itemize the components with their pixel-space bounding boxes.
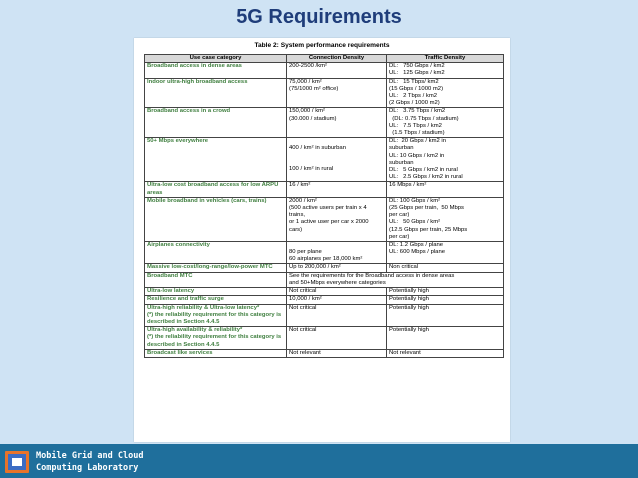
connection-density-cell <box>287 264 387 272</box>
traffic-density-line: DL: 750 Gbps / km2 <box>389 63 445 70</box>
connection-density-line: 2000 / km² <box>289 197 317 204</box>
lab-name <box>36 450 143 474</box>
traffic-density-line: DL: 15 Tbps/ km2 <box>389 78 439 85</box>
traffic-density-line: DL: 3.75 Tbps / km2 <box>389 108 446 115</box>
document-page <box>134 38 510 442</box>
traffic-density-line: suburban <box>389 159 414 166</box>
connection-density-line: 100 / km² in rural <box>289 166 334 173</box>
traffic-density-cell <box>387 349 504 357</box>
traffic-density-line: Non critical <box>389 264 419 271</box>
traffic-density-cell <box>387 264 504 272</box>
traffic-density-cell <box>387 182 504 197</box>
traffic-density-line: UL: 7.5 Tbps / km2 <box>389 122 442 129</box>
requirements-span-line: See the requirements for the Broadband access in dense areas <box>289 272 455 279</box>
connection-density-line: or 1 active user per car x 2000 <box>289 219 369 226</box>
traffic-density-line: UL: 600 Mbps / plane <box>389 249 445 256</box>
traffic-density-line: DL: 20 Gbps / km2 in <box>389 138 446 145</box>
table-caption: Table 2: System performance requirements <box>254 42 390 49</box>
use-case-cell <box>145 182 287 197</box>
connection-density-line: Not critical <box>289 327 317 334</box>
traffic-density-cell <box>387 288 504 296</box>
header-use-case: Use case category <box>145 55 287 63</box>
connection-density-cell <box>287 138 387 182</box>
use-case-cell <box>145 288 287 296</box>
header-traffic-density: Traffic Density <box>387 55 504 63</box>
traffic-density-line: UL: 2.5 Gbps / km2 in rural <box>389 174 463 181</box>
connection-density-line: 60 airplanes per 18,000 km² <box>289 256 363 263</box>
connection-density-line: trains, <box>289 212 306 219</box>
connection-density-line: 16 / km² <box>289 182 311 189</box>
traffic-density-line: 16 Mbps / km² <box>389 182 427 189</box>
lab-name-line1: Mobile Grid and Cloud <box>36 451 144 461</box>
connection-density-line: (30.000 / stadium) <box>289 115 337 122</box>
traffic-density-line: DL: 5 Gbps / km2 in rural <box>389 167 458 174</box>
traffic-density-line: (25 Gbps per train, 50 Mbps <box>389 205 464 212</box>
requirements-span-line: and 50+Mbps everywhere categories <box>289 279 386 286</box>
traffic-density-cell <box>387 138 504 182</box>
connection-density-cell <box>287 63 387 78</box>
use-case-cell <box>145 63 287 78</box>
connection-density-line <box>289 159 384 166</box>
footer-bar <box>0 444 638 478</box>
connection-density-line <box>289 138 384 145</box>
use-case-label: Airplanes connectivity <box>147 242 210 249</box>
traffic-density-line: suburban <box>389 145 414 152</box>
use-case-note: (*) the reliability requirement for this category is described in Section 4.4.5 <box>147 334 282 348</box>
table-row <box>145 242 504 264</box>
connection-density-line: cars) <box>289 226 303 233</box>
table-row <box>145 349 504 357</box>
traffic-density-line: (1.5 Tbps / stadium) <box>389 130 445 137</box>
use-case-cell <box>145 327 287 350</box>
table-row <box>145 138 504 182</box>
connection-density-cell <box>287 296 387 304</box>
connection-density-cell <box>287 349 387 357</box>
traffic-density-cell <box>387 63 504 78</box>
traffic-density-cell <box>387 242 504 264</box>
lab-name-line2: Computing Laboratory <box>36 463 139 473</box>
connection-density-line: 150,000 / km² <box>289 108 326 115</box>
use-case-label: Broadband access in dense areas <box>147 63 242 70</box>
traffic-density-cell <box>387 296 504 304</box>
traffic-density-line: Potentially high <box>389 304 429 311</box>
use-case-cell <box>145 108 287 138</box>
use-case-label: Resilience and traffic surge <box>147 296 224 303</box>
connection-density-cell <box>287 288 387 296</box>
lab-logo-icon <box>4 450 30 474</box>
use-case-cell <box>145 264 287 272</box>
use-case-cell <box>145 296 287 304</box>
table-row <box>145 272 504 287</box>
connection-density-line: Not critical <box>289 304 317 311</box>
connection-density-cell <box>287 242 387 264</box>
use-case-cell <box>145 349 287 357</box>
use-case-cell <box>145 197 287 241</box>
use-case-cell <box>145 78 287 108</box>
connection-density-line: 10,000 / km² <box>289 296 322 303</box>
table-row <box>145 182 504 197</box>
traffic-density-line: (DL: 0.75 Tbps / stadium) <box>389 115 459 122</box>
table-row <box>145 327 504 350</box>
connection-density-line: (500 active users per train x 4 <box>289 205 367 212</box>
connection-density-line: 75,000 / km² <box>289 78 322 85</box>
traffic-density-line: (2 Gbps / 1000 m2) <box>389 100 440 107</box>
traffic-density-cell <box>387 197 504 241</box>
connection-density-line <box>289 152 384 159</box>
traffic-density-line: Potentially high <box>389 296 429 303</box>
use-case-label: Ultra-high reliability & Ultra-low latency* <box>147 304 260 311</box>
use-case-label: Broadband MTC <box>147 272 193 279</box>
slide-title: 5G Requirements <box>236 6 402 28</box>
requirements-table <box>144 54 504 358</box>
traffic-density-cell <box>387 78 504 108</box>
connection-density-cell <box>287 304 387 327</box>
traffic-density-line: Potentially high <box>389 288 429 295</box>
traffic-density-line: (15 Gbps / 1000 m2) <box>389 85 444 92</box>
use-case-label: Ultra-high availability & reliability* <box>147 327 243 334</box>
use-case-label: Broadband access in a crowd <box>147 108 231 115</box>
traffic-density-line: per car) <box>389 233 410 240</box>
traffic-density-cell <box>387 304 504 327</box>
connection-density-line <box>289 242 384 249</box>
traffic-density-line: UL: 2 Tbps / km2 <box>389 93 438 100</box>
traffic-density-line: Potentially high <box>389 327 429 334</box>
traffic-density-cell <box>387 327 504 350</box>
table-row <box>145 264 504 272</box>
header-connection-density: Connection Density <box>287 55 387 63</box>
connection-density-cell <box>287 197 387 241</box>
connection-density-line: 200-2500 /km² <box>289 63 327 70</box>
use-case-label: Indoor ultra-high broadband access <box>147 78 248 85</box>
traffic-density-line: per car) <box>389 212 410 219</box>
connection-density-cell <box>287 78 387 108</box>
connection-density-cell <box>287 327 387 350</box>
table-row <box>145 197 504 241</box>
use-case-cell <box>145 304 287 327</box>
table-header-row <box>145 55 504 63</box>
table-row <box>145 78 504 108</box>
use-case-label: Massive low-cost/long-range/low-power MTC <box>147 264 273 271</box>
traffic-density-line: DL: 100 Gbps / km² <box>389 197 441 204</box>
use-case-cell <box>145 242 287 264</box>
table-body <box>145 63 504 358</box>
table-row <box>145 288 504 296</box>
traffic-density-line: (12.5 Gbps per train, 25 Mbps <box>389 226 468 233</box>
connection-density-line: Not relevant <box>289 349 321 356</box>
use-case-label: Broadcast like services <box>147 349 213 356</box>
connection-density-line: Up to 200,000 / km² <box>289 264 341 271</box>
connection-density-cell <box>287 108 387 138</box>
use-case-label: Mobile broadband in vehicles (cars, trains) <box>147 197 267 204</box>
use-case-cell <box>145 138 287 182</box>
use-case-note: (*) the reliability requirement for this category is described in Section 4.4.5 <box>147 311 282 325</box>
connection-density-line: Not critical <box>289 288 317 295</box>
connection-density-line: 80 per plane <box>289 249 322 256</box>
traffic-density-cell <box>387 108 504 138</box>
traffic-density-line: UL: 125 Gbps / km2 <box>389 70 445 77</box>
requirements-span-cell <box>287 272 504 287</box>
table-row <box>145 63 504 78</box>
table-row <box>145 108 504 138</box>
traffic-density-line: Not relevant <box>389 349 421 356</box>
traffic-density-line: UL: 50 Gbps / km² <box>389 219 441 226</box>
use-case-label: Ultra-low cost broadband access for low ARPU areas <box>147 182 279 196</box>
connection-density-line: (75/1000 m² office) <box>289 85 339 92</box>
traffic-density-line: UL: 10 Gbps / km2 in <box>389 152 445 159</box>
use-case-label: Ultra-low latency <box>147 288 195 295</box>
table-row <box>145 296 504 304</box>
use-case-cell <box>145 272 287 287</box>
connection-density-cell <box>287 182 387 197</box>
traffic-density-line: DL: 1.2 Gbps / plane <box>389 242 444 249</box>
table-row <box>145 304 504 327</box>
use-case-label: 50+ Mbps everywhere <box>147 138 209 145</box>
connection-density-line: 400 / km² in suburban <box>289 145 346 152</box>
